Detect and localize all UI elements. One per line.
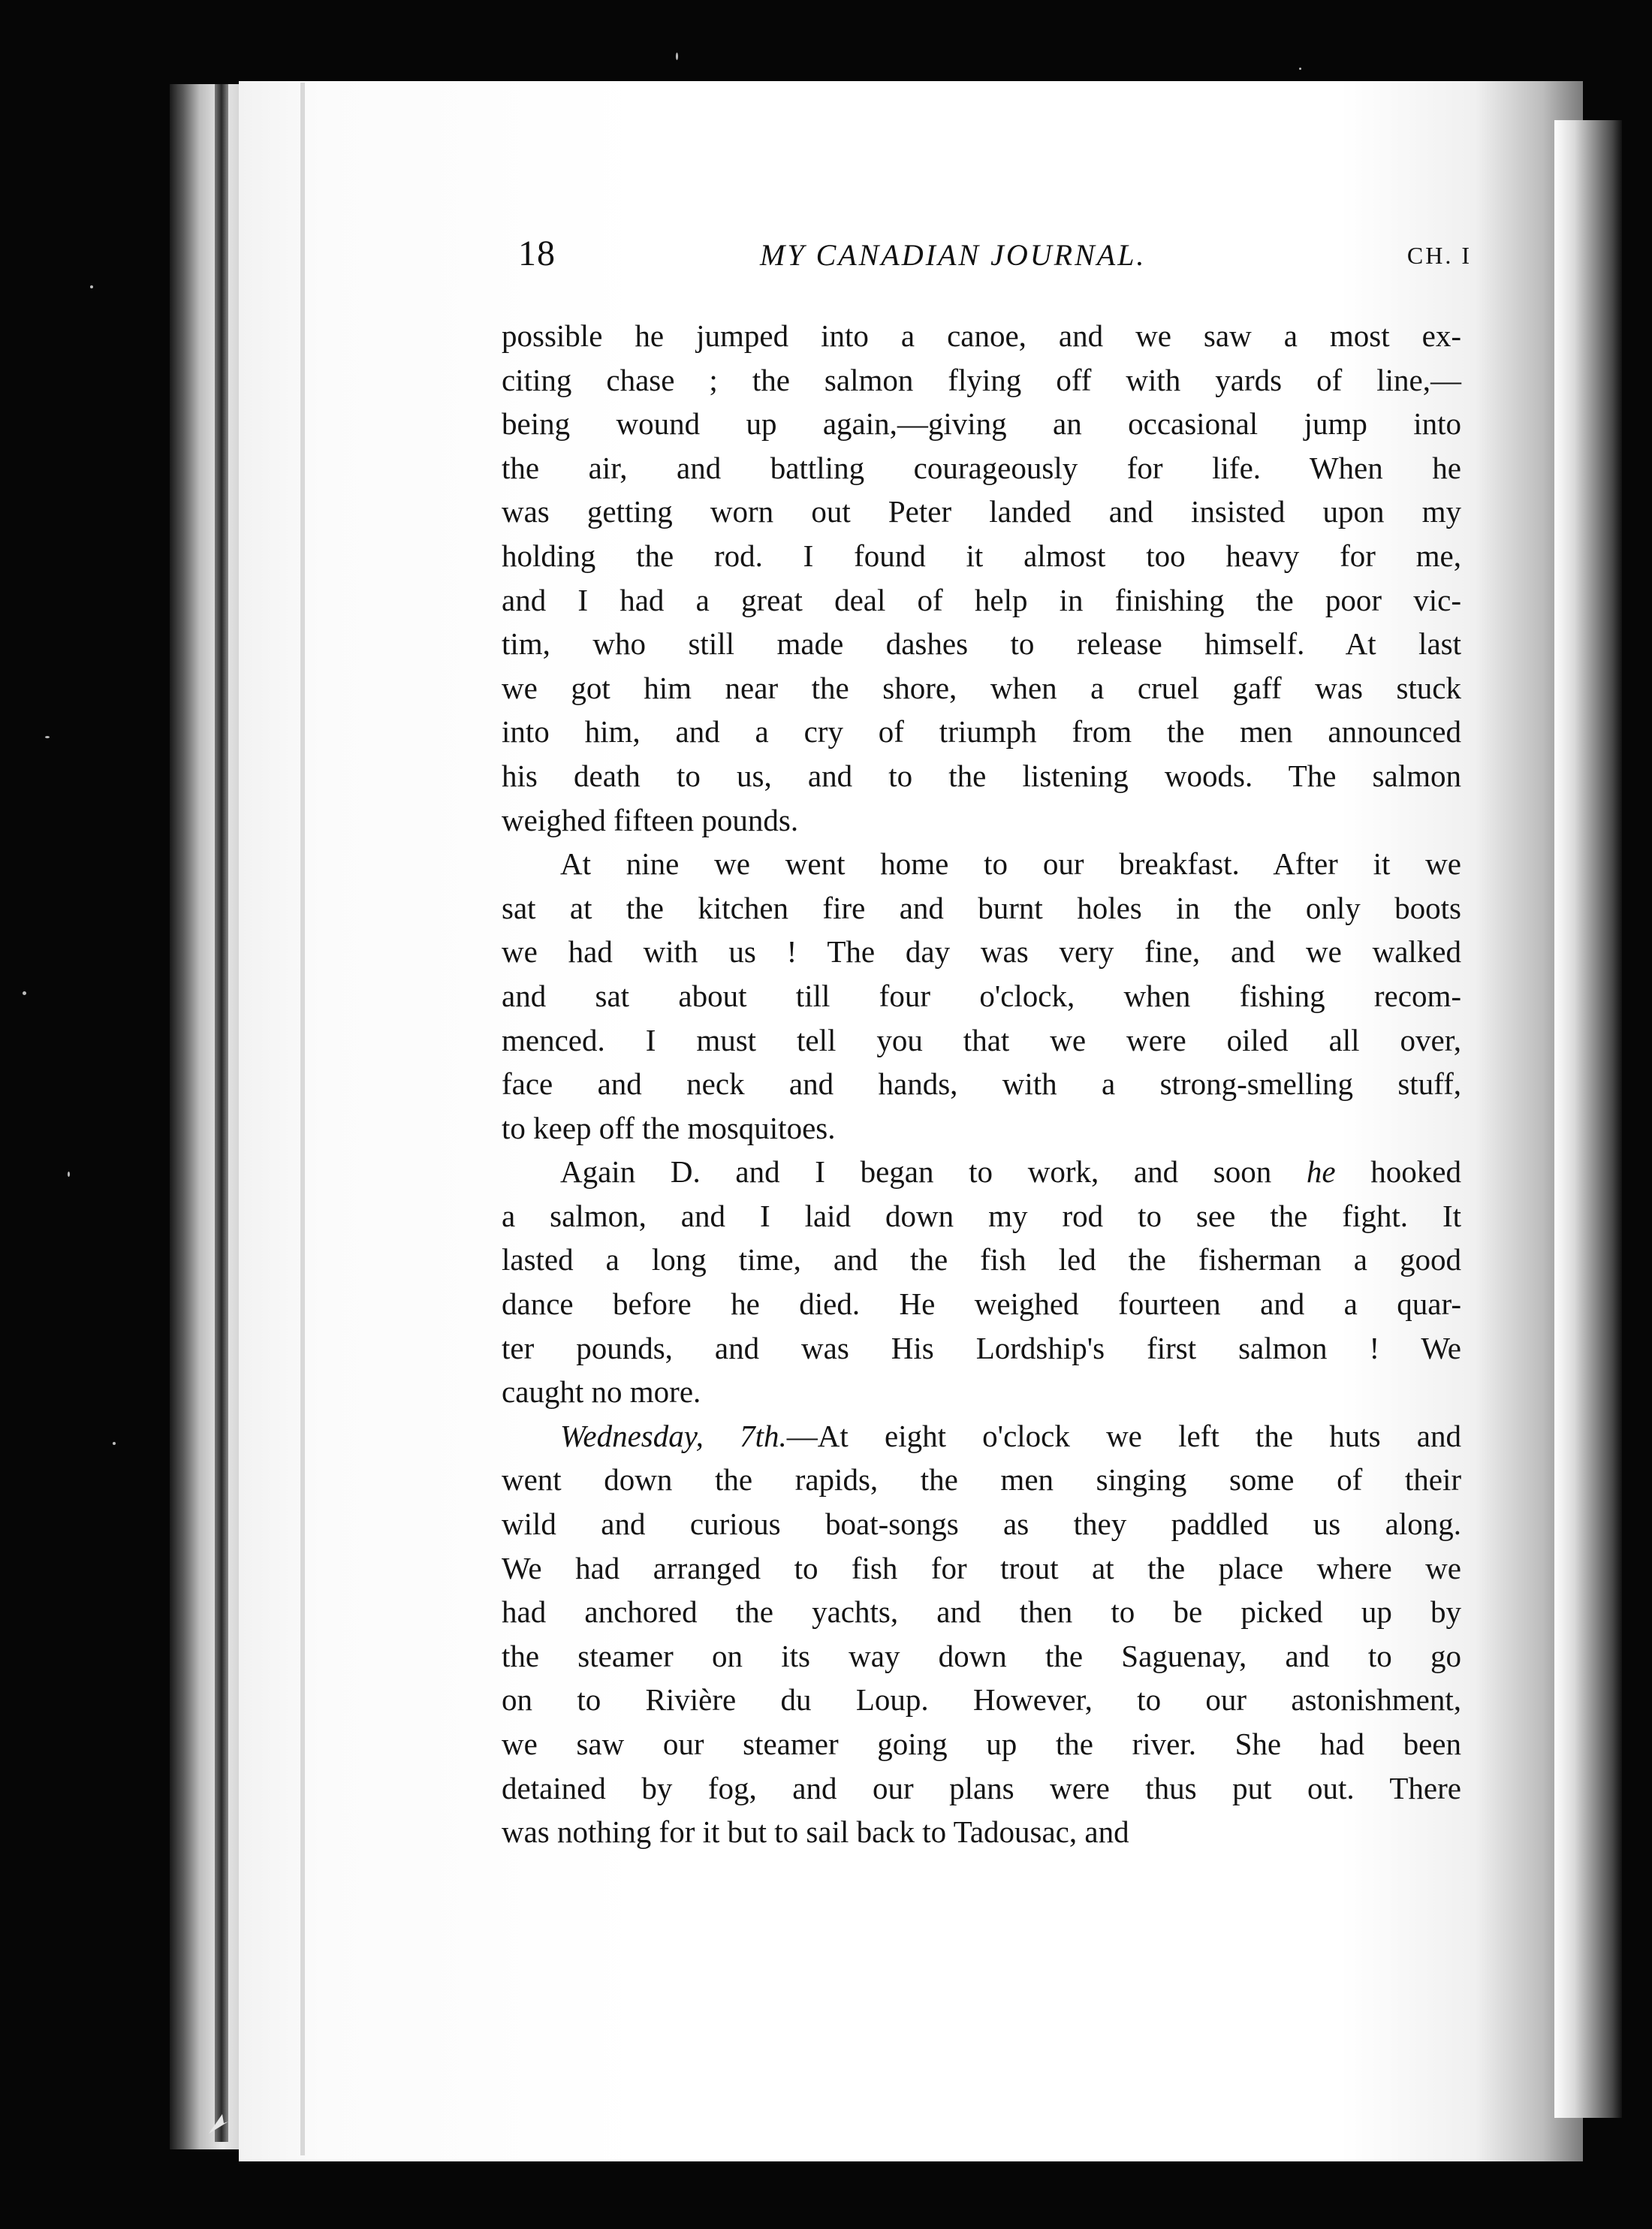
text-line: his death to us, and to the listening woods. The salmon — [502, 758, 1461, 793]
italic-date: Wednesday, 7th. — [560, 1418, 787, 1453]
text-line: the air, and battling courageously for life. When he — [502, 450, 1461, 485]
text-line: Again D. and I began to work, and soon he hooked — [560, 1154, 1461, 1190]
text-line: went down the rapids, the men singing some of their — [502, 1462, 1461, 1498]
chapter-label: CH. I — [1406, 242, 1472, 269]
text-line: holding the rod. I found it almost too heavy for me, — [502, 538, 1461, 573]
text-line: caught no more. — [502, 1374, 701, 1410]
text-line: lasted a long time, and the fish led the fisherman a good — [502, 1242, 1461, 1277]
text-line: tim, who still made dashes to release himself. At last — [502, 626, 1461, 662]
text-line: At nine we went home to our breakfast. After it we — [560, 846, 1461, 882]
cursor-arrow-icon — [203, 2107, 228, 2137]
text-line: dance before he died. He weighed fourteen and a quar- — [502, 1286, 1461, 1322]
running-title: MY CANADIAN JOURNAL. — [760, 238, 1147, 272]
text-line: to keep off the mosquitoes. — [502, 1110, 836, 1145]
text-line: menced. I must tell you that we were oiled all over, — [502, 1022, 1461, 1057]
text-line: Wednesday, 7th.—At eight o'clock we left the huts and — [560, 1418, 1461, 1453]
scan-speck — [676, 53, 678, 60]
book-left-edge — [170, 84, 245, 2149]
book-spine — [215, 84, 228, 2142]
scan-speck — [23, 991, 26, 995]
text-line: and sat about till four o'clock, when fishing recom- — [502, 978, 1461, 1013]
running-head — [518, 233, 1472, 285]
text-line: ter pounds, and was His Lordship's first salmon ! We — [502, 1330, 1461, 1365]
page-number: 18 — [518, 234, 556, 273]
journal-body-text — [502, 314, 1461, 1854]
text-line: face and neck and hands, with a strong-smelling stuff, — [502, 1066, 1461, 1102]
text-line: and I had a great deal of help in finishing the poor vic- — [502, 582, 1461, 617]
scan-speck — [68, 1172, 70, 1177]
scan-speck — [1299, 68, 1301, 70]
text-line: was getting worn out Peter landed and insisted upon my — [502, 494, 1461, 529]
scan-speck — [90, 285, 93, 288]
text-line: wild and curious boat-songs as they paddled us along. — [502, 1507, 1461, 1542]
page-gutter — [300, 83, 305, 2155]
page-fore-edge-shadow — [1554, 120, 1622, 2118]
scan-speck — [113, 1442, 116, 1445]
scan-speck — [45, 736, 50, 738]
text-line: sat at the kitchen fire and burnt holes in the only boots — [502, 890, 1461, 925]
text-line: the steamer on its way down the Saguenay, and to go — [502, 1638, 1461, 1673]
text-line: we got him near the shore, when a cruel gaff was stuck — [502, 670, 1461, 705]
text-line: We had arranged to fish for trout at the place where we — [502, 1550, 1461, 1585]
text-line: was nothing for it but to sail back to Tadousac, and — [502, 1814, 1129, 1850]
text-line: detained by fog, and our plans were thus put out. There — [502, 1770, 1461, 1805]
italic-word: he — [1306, 1154, 1336, 1190]
text-line: possible he jumped into a canoe, and we saw a most ex- — [502, 318, 1461, 353]
text-line: weighed fifteen pounds. — [502, 802, 799, 837]
text-line: into him, and a cry of triumph from the men announced — [502, 714, 1461, 750]
text-line: we saw our steamer going up the river. She had been — [502, 1727, 1461, 1761]
text-line: citing chase ; the salmon flying off with yards of line,— — [502, 362, 1461, 397]
text-line: being wound up again,—giving an occasional jump into — [502, 406, 1461, 442]
text-line: had anchored the yachts, and then to be picked up by — [502, 1594, 1461, 1630]
text-line: we had with us ! The day was very fine, and we walked — [502, 934, 1461, 970]
text-line: on to Rivière du Loup. However, to our astonishment, — [502, 1682, 1461, 1718]
text-line: a salmon, and I laid down my rod to see the fight. It — [502, 1198, 1461, 1233]
